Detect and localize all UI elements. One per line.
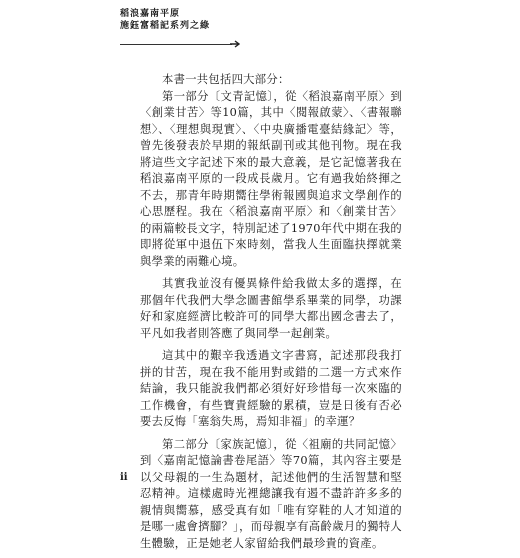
paragraph-choice: 其實我並沒有優異條件給我做太多的選擇，在那個年代我們大學念圖書館學系畢業的同學，功課好和家庭經濟比較許可的同學大都出國念書去了，平凡如我者則答應了與同學一起創業。 [140, 277, 402, 340]
header-rule [120, 44, 232, 45]
running-header [120, 8, 420, 32]
paragraph-part-two: 第二部分〔家族記憶〕，從〈祖廟的共同記憶〉到〈嘉南記憶論書卷尾語〉等70篇，其內容主要是以父母親的一生為題材，記述他們的生活智慧和堅忍精神。這樣處時光裡總讓我有遏不盡許許多多的親情與嚮慕，感受真有如「唯有穿鞋的人才知道的是哪一處會擠腳？」，而母親享有高齡歲月的獨特人生體驗，正是她老人家留給我們最珍貴的資產。 [140, 437, 402, 550]
arrow-ornament-icon [230, 39, 240, 49]
book-series-title: 施鈺富稻記系列之綠 [120, 21, 211, 31]
paragraph-hardship: 這其中的艱辛我透過文字書寫，記述那段我打拼的甘苦，現在我不能用對或錯的二選一方式來作結論，我只能說我們都必須好好珍惜每一次來臨的工作機會，有些寶貴經驗的累積，豈是日後有否必要去反悔「塞翁失馬，焉知非福」的幸運？ [140, 349, 402, 428]
book-title: 稻浪嘉南平原 [120, 9, 181, 19]
paragraph-part-one: 第一部分〔文青記憶〕，從〈稻浪嘉南平原〉到〈創業甘苦〉等10篇，其中〈閱報啟蒙〉、〈書報聯想〉、〈理想與現實〉、〈中央廣播電臺結緣記〉等，曾先後發表於早期的報紙副刊或其他刊物。現在我將這些文字記述下來的最大意義，是它記憶著我在稻浪嘉南平原的一段成長歲月。它有過我始終揮之不去，那青年時期嚮往學術報國與追求文學創作的心思歷程。我在〈稻浪嘉南平原〉和〈創業甘苦〉的兩篇較長文字，特別記述了1970年代中期在我的即將從軍中退伍下來時刻，當我人生面臨抉擇就業與學業的兩難心境。 [140, 89, 402, 268]
body-text [140, 72, 402, 558]
paragraph-intro: 本書一共包括四大部分： [162, 73, 290, 86]
page-number: ii [120, 472, 128, 483]
